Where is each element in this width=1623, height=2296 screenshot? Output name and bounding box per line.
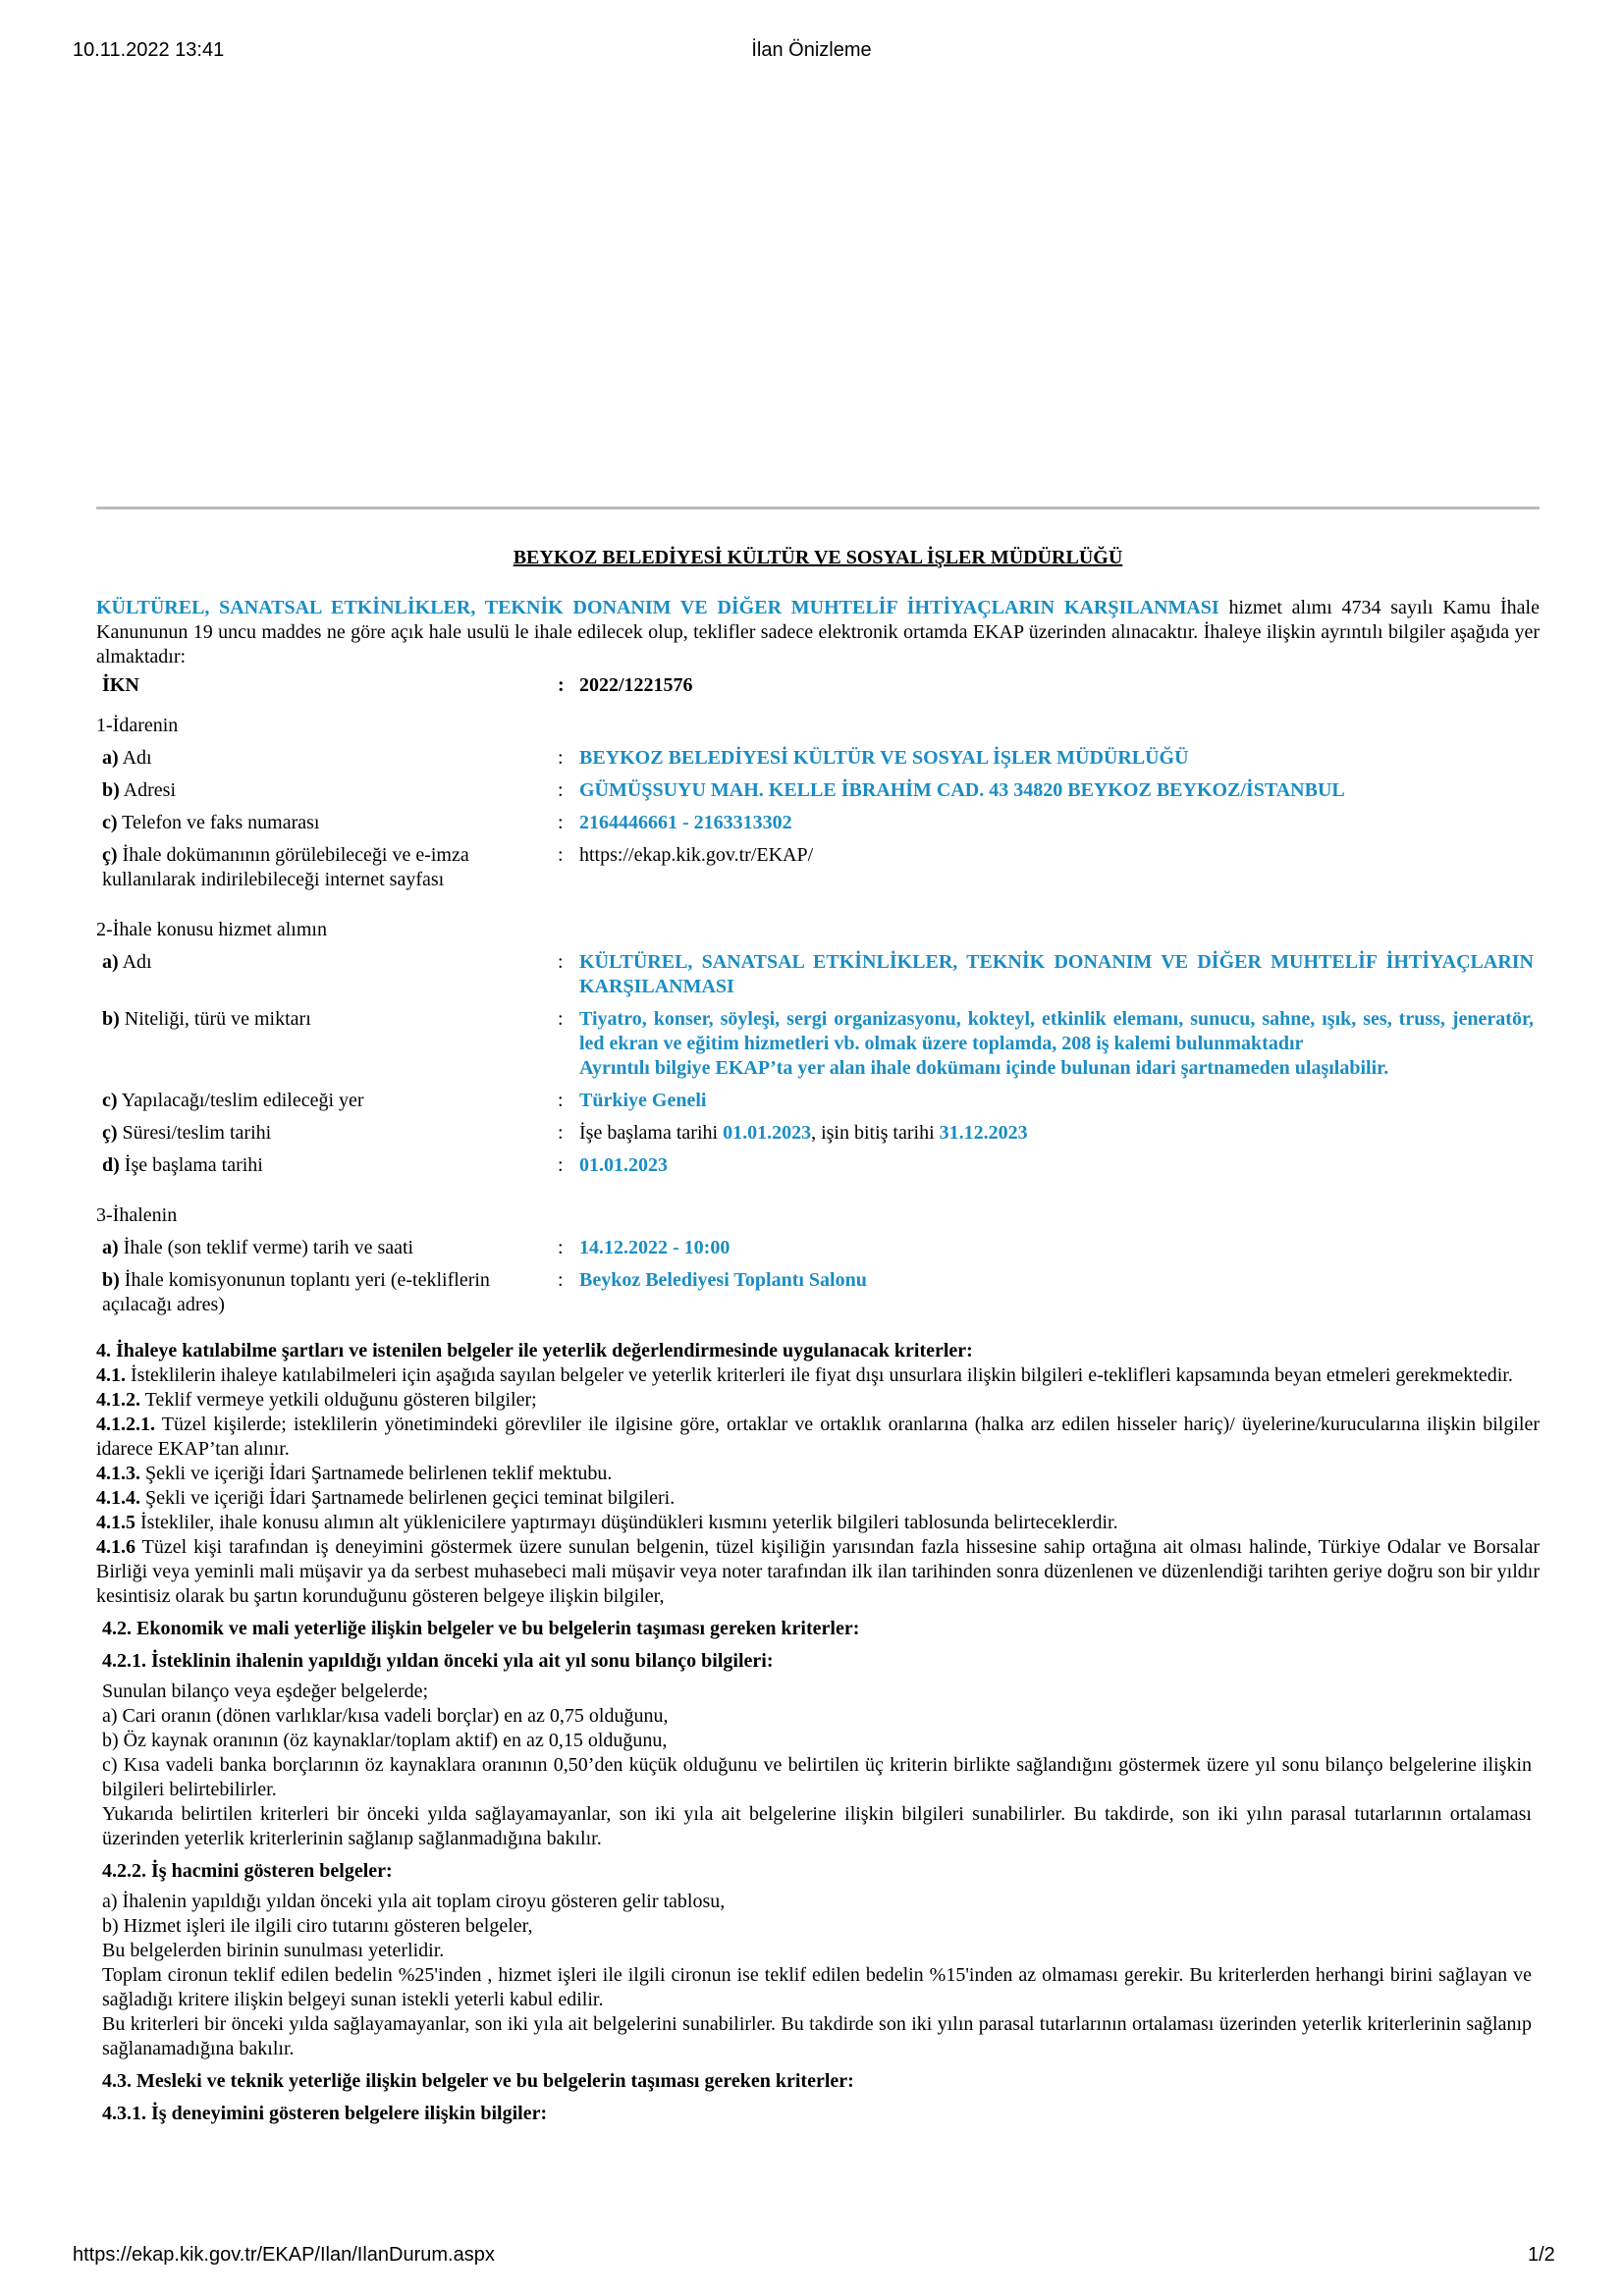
info-row: b) Adresi : GÜMÜŞSUYU MAH. KELLE İBRAHİM CAD. 43 34820 BEYKOZ BEYKOZ/İSTANBUL <box>96 774 1540 807</box>
row-value <box>573 807 1540 839</box>
row-label-text: Süresi/teslim tarihi <box>117 1122 272 1144</box>
row-label <box>96 946 558 1003</box>
info-row: c) Telefon ve faks numarası : 2164446661 - 2163313302 <box>96 807 1540 839</box>
section-1-table <box>96 702 1540 896</box>
criteria-item <box>96 1486 1540 1511</box>
info-row: a) Adı : KÜLTÜREL, SANATSAL ETKİNLİKLER, TEKNİK DONANIM VE DİĞER MUHTELİF İHTİYAÇLARIN KARŞILANMASI <box>96 946 1540 1003</box>
ikn-value: 2022/1221576 <box>579 674 693 696</box>
row-label-text: Yapılacağı/teslim edileceği yer <box>117 1090 364 1111</box>
section-heading: 2-İhale konusu hizmet alımın <box>96 919 327 940</box>
row-label-text: Adresi <box>119 779 177 801</box>
row-key: b) <box>102 1008 120 1030</box>
row-value <box>573 774 1540 807</box>
criteria-item <box>96 1511 1540 1535</box>
row-label-text: İşe başlama tarihi <box>119 1154 263 1176</box>
row-label-text: İhale dokümanının görülebileceği ve e-imza kullanılarak indirilebileceği internet sayfası <box>102 844 469 890</box>
row-key: c) <box>102 1090 118 1111</box>
intro-paragraph <box>96 596 1540 669</box>
value-text: 2164446661 - 2163313302 <box>579 812 792 833</box>
row-label <box>96 807 558 839</box>
footer-url: https://ekap.kik.gov.tr/EKAP/Ilan/IlanDurum.aspx <box>73 2244 495 2266</box>
value-text: KÜLTÜREL, SANATSAL ETKİNLİKLER, TEKNİK DONANIM VE DİĞER MUHTELİF İHTİYAÇLARIN KARŞILANMASI <box>579 951 1534 997</box>
subsection-heading: 4.2.2. İş hacmini gösteren belgeler: <box>102 1860 393 1882</box>
criteria-item <box>96 1363 1540 1388</box>
criteria-item <box>96 1462 1540 1486</box>
item-text: İsteklilerin ihaleye katılabilmeleri için aşağıda sayılan belgeler ve yeterlik kriterleri ile fiyat dışı unsurlara ilişkin bilgileri e-teklifleri kapsamında beyan etmeleri gerekmektedir. <box>126 1364 1513 1386</box>
row-value <box>573 1003 1540 1085</box>
row-value <box>573 1149 1540 1182</box>
row-key: d) <box>102 1154 120 1176</box>
item-text: İstekliler, ihale konusu alımın alt yüklenicilere yaptırmayı düşündükleri kısmını yeterlik bilgileri tablosunda belirteceklerdir. <box>135 1512 1118 1533</box>
section-2-table <box>96 896 1540 1182</box>
print-datetime: 10.11.2022 13:41 <box>73 39 225 61</box>
item-number: 4.1.2. <box>96 1389 140 1411</box>
print-title: İlan Önizleme <box>751 39 872 61</box>
paragraph: Yukarıda belirtilen kriterleri bir önceki yılda sağlayamayanlar, son iki yıla ait belgelerine ilişkin bilgileri sunabilirler. Bu takdirde, son iki yılın parasal tutarlarının ortalaması üzerinden yeterlik kriterlerinin sağlanıp sağlanmadığına bakılır. <box>102 1803 1532 1849</box>
paragraph: a) Cari oranın (dönen varlıklar/kısa vadeli borçlar) en az 0,75 olduğunu, <box>102 1705 669 1727</box>
paragraph: Toplam cironun teklif edilen bedelin %25'inden , hizmet işleri ile ilgili cironun ise teklif edilen bedelin %15'inden az olmaması gerekir. Bu kriterlerden herhangi birini sağlayan ve sağladığı kritere ilişkin belgeyi sunan istekli yeterli kabul edilir. <box>102 1964 1532 2010</box>
value-note: Ayrıntılı bilgiye EKAP’ta yer alan ihale dokümanı içinde bulunan idari şartnameden ulaşılabilir. <box>579 1057 1389 1079</box>
row-label <box>96 774 558 807</box>
intro-subject: KÜLTÜREL, SANATSAL ETKİNLİKLER, TEKNİK DONANIM VE DİĞER MUHTELİF İHTİYAÇLARIN KARŞILANMASI <box>96 597 1219 618</box>
info-row: a) İhale (son teklif verme) tarih ve saati : 14.12.2022 - 10:00 <box>96 1232 1540 1264</box>
row-key: c) <box>102 812 118 833</box>
value-text: , işin bitiş tarihi <box>811 1122 940 1144</box>
value-text: GÜMÜŞSUYU MAH. KELLE İBRAHİM CAD. 43 34820 BEYKOZ BEYKOZ/İSTANBUL <box>579 779 1345 801</box>
row-key: a) <box>102 747 119 769</box>
item-text: Tüzel kişi tarafından iş deneyimini göstermek üzere sunulan belgenin, tüzel kişiliğin yarısından fazla hissesine sahip ortağına ait olması halinde, Türkiye Odalar ve Borsalar Birliği veya yeminli mali müşavir ya da serbest muhasebeci mali müşavir veya noter tarafından ilk ilan tarihinden sonra düzenlenen ve düzenlendiği tarihten geriye doğru son bir yıldır kesintisiz olarak bu şartın korunduğunu gösteren belgeye ilişkin bilgiler, <box>96 1536 1540 1607</box>
row-label-text: Adı <box>118 951 152 973</box>
item-number: 4.1.3. <box>96 1463 140 1484</box>
row-label <box>96 1232 558 1264</box>
subsection-heading: 4.2. Ekonomik ve mali yeterliğe ilişkin belgeler ve bu belgelerin taşıması gereken kriterler: <box>102 1618 860 1639</box>
info-row: d) İşe başlama tarihi : 01.01.2023 <box>96 1149 1540 1182</box>
paragraph: c) Kısa vadeli banka borçlarının öz kaynaklara oranının 0,50’den küçük olduğunu ve belirtilen üç kriterin birlikte sağlandığını göstermek üzere yıl sonu bilanço belgelerine ilişkin bilgileri belirtebilirler. <box>102 1754 1532 1800</box>
paragraph: a) İhalenin yapıldığı yıldan önceki yıla ait toplam ciroyu gösteren gelir tablosu, <box>102 1891 726 1912</box>
value-text: 01.01.2023 <box>579 1154 668 1176</box>
row-value <box>573 1232 1540 1264</box>
row-key: a) <box>102 1237 119 1258</box>
page-number: 1/2 <box>1528 2244 1555 2266</box>
section-heading: 1-İdarenin <box>96 715 179 736</box>
document-url[interactable]: https://ekap.kik.gov.tr/EKAP/ <box>579 844 814 866</box>
row-label <box>96 1117 558 1149</box>
criteria-item <box>96 1413 1540 1462</box>
announcement-document <box>96 546 1540 2132</box>
criteria-item <box>96 1535 1540 1609</box>
value-text: Türkiye Geneli <box>579 1090 707 1111</box>
value-text: 14.12.2022 - 10:00 <box>579 1237 730 1258</box>
ikn-label: İKN <box>102 674 139 696</box>
item-text: Teklif vermeye yetkili olduğunu gösteren bilgiler; <box>140 1389 537 1411</box>
criteria-item <box>96 1388 1540 1413</box>
paragraph: Sunulan bilanço veya eşdeğer belgelerde; <box>102 1681 429 1702</box>
info-row: c) Yapılacağı/teslim edileceği yer : Türkiye Geneli <box>96 1085 1540 1117</box>
section-heading: 4. İhaleye katılabilme şartları ve istenilen belgeler ile yeterlik değerlendirmesinde uygulanacak kriterler: <box>96 1340 973 1362</box>
paragraph: b) Öz kaynak oranının (öz kaynaklar/toplam aktif) en az 0,15 olduğunu, <box>102 1730 668 1751</box>
row-value <box>573 1085 1540 1117</box>
row-label <box>96 1085 558 1117</box>
subsection-heading: 4.3. Mesleki ve teknik yeterliğe ilişkin belgeler ve bu belgelerin taşıması gereken kriterler: <box>102 2070 854 2092</box>
subsection-heading: 4.2.1. İsteklinin ihalenin yapıldığı yıldan önceki yıla ait yıl sonu bilanço bilgileri: <box>102 1650 774 1672</box>
item-text: Şekli ve içeriği İdari Şartnamede belirlenen teklif mektubu. <box>140 1463 613 1484</box>
row-key: b) <box>102 1269 120 1291</box>
value-text: Beykoz Belediyesi Toplantı Salonu <box>579 1269 867 1291</box>
item-text: Tüzel kişilerde; isteklilerin yönetimindeki görevliler ile ilgisine göre, ortaklar ve ortaklık oranlarına (halka arz edilen hisseler hariç)/ üyelerine/kurucularına ilişkin bilgiler idarece EKAP’tan alınır. <box>96 1414 1540 1460</box>
item-number: 4.1.2.1. <box>96 1414 155 1435</box>
section-3-table <box>96 1182 1540 1321</box>
row-value <box>573 1264 1540 1321</box>
item-number: 4.1. <box>96 1364 126 1386</box>
item-number: 4.1.6 <box>96 1536 135 1558</box>
row-key: a) <box>102 951 119 973</box>
row-label-text: Adı <box>118 747 152 769</box>
item-number: 4.1.4. <box>96 1487 140 1509</box>
info-row: a) Adı : BEYKOZ BELEDİYESİ KÜLTÜR VE SOSYAL İŞLER MÜDÜRLÜĞÜ <box>96 742 1540 774</box>
end-date: 31.12.2023 <box>939 1122 1028 1144</box>
value-text: BEYKOZ BELEDİYESİ KÜLTÜR VE SOSYAL İŞLER MÜDÜRLÜĞÜ <box>579 747 1189 769</box>
intro-text: hizmet alımı 4734 sayılı Kamu İhale Kanununun 19 uncu maddes ne göre açık hale usulü le ihale edilecek olup, teklifler sadece elektronik ortamda EKAP üzerinden alınacaktır. İhaleye ilişkin ayrıntılı bilgiler aşağıda yer almaktadır: <box>96 597 1540 667</box>
row-value <box>573 839 1540 896</box>
row-label-text: Niteliği, türü ve miktarı <box>119 1008 311 1030</box>
item-text: Şekli ve içeriği İdari Şartnamede belirlenen geçici teminat bilgileri. <box>140 1487 676 1509</box>
paragraph: Bu belgelerden birinin sunulması yeterlidir. <box>102 1940 445 1961</box>
info-row: ç) Süresi/teslim tarihi : İşe başlama tarihi 01.01.2023, işin bitiş tarihi 31.12.2023 <box>96 1117 1540 1149</box>
row-value <box>573 1117 1540 1149</box>
row-key: ç) <box>102 844 118 866</box>
info-row: b) Niteliği, türü ve miktarı : Tiyatro, konser, söyleşi, sergi organizasyonu, kokteyl, etkinlik elemanı, sunucu, sahne, ışık, ses, truss, jeneratör, led ekran ve eğitim hizmetleri vb. olmak üzere toplamda, 208 iş kalemi bulunmaktadır Ayrıntılı bilgiye EKAP’ta yer alan ihale dokümanı içinde bulunan idari şartnameden ulaşılabilir. <box>96 1003 1540 1085</box>
row-value <box>573 742 1540 774</box>
ikn-table: İKN : 2022/1221576 <box>96 669 1540 702</box>
row-label <box>96 1264 558 1321</box>
row-value <box>573 946 1540 1003</box>
paragraph: Bu kriterleri bir önceki yılda sağlayamayanlar, son iki yıla ait belgelerini sunabilirler. Bu takdirde son iki yılın parasal tutarlarının ortalaması üzerinden yeterlik kriterlerinin sağlanıp sağlanamadığına bakılır. <box>102 2013 1532 2059</box>
row-label-text: İhale komisyonunun toplantı yeri (e-tekliflerin açılacağı adres) <box>102 1269 490 1315</box>
row-label <box>96 1149 558 1182</box>
section-4 <box>96 1339 1540 2126</box>
info-row: ç) İhale dokümanının görülebileceği ve e-imza kullanılarak indirilebileceği internet sayfası : https://ekap.kik.gov.tr/EKAP/ <box>96 839 1540 896</box>
start-date: 01.01.2023 <box>723 1122 812 1144</box>
row-label <box>96 839 558 896</box>
row-label-text: Telefon ve faks numarası <box>117 812 320 833</box>
document-title: BEYKOZ BELEDİYESİ KÜLTÜR VE SOSYAL İŞLER MÜDÜRLÜĞÜ <box>513 547 1123 568</box>
row-label <box>96 1003 558 1085</box>
row-label-text: İhale (son teklif verme) tarih ve saati <box>118 1237 414 1258</box>
info-row: b) İhale komisyonunun toplantı yeri (e-tekliflerin açılacağı adres) : Beykoz Belediyesi Toplantı Salonu <box>96 1264 1540 1321</box>
value-text: Tiyatro, konser, söyleşi, sergi organizasyonu, kokteyl, etkinlik elemanı, sunucu, sahne, ışık, ses, truss, jeneratör, led ekran ve eğitim hizmetleri vb. olmak üzere toplamda, 208 iş kalemi bulunmaktadır <box>579 1008 1534 1054</box>
row-key: b) <box>102 779 120 801</box>
paragraph: b) Hizmet işleri ile ilgili ciro tutarını gösteren belgeler, <box>102 1915 533 1937</box>
value-text: İşe başlama tarihi <box>579 1122 724 1144</box>
section-heading: 3-İhalenin <box>96 1204 178 1226</box>
row-label <box>96 742 558 774</box>
divider <box>96 507 1540 509</box>
row-key: ç) <box>102 1122 118 1144</box>
item-number: 4.1.5 <box>96 1512 135 1533</box>
subsection-heading: 4.3.1. İş deneyimini gösteren belgelere ilişkin bilgiler: <box>102 2103 548 2124</box>
